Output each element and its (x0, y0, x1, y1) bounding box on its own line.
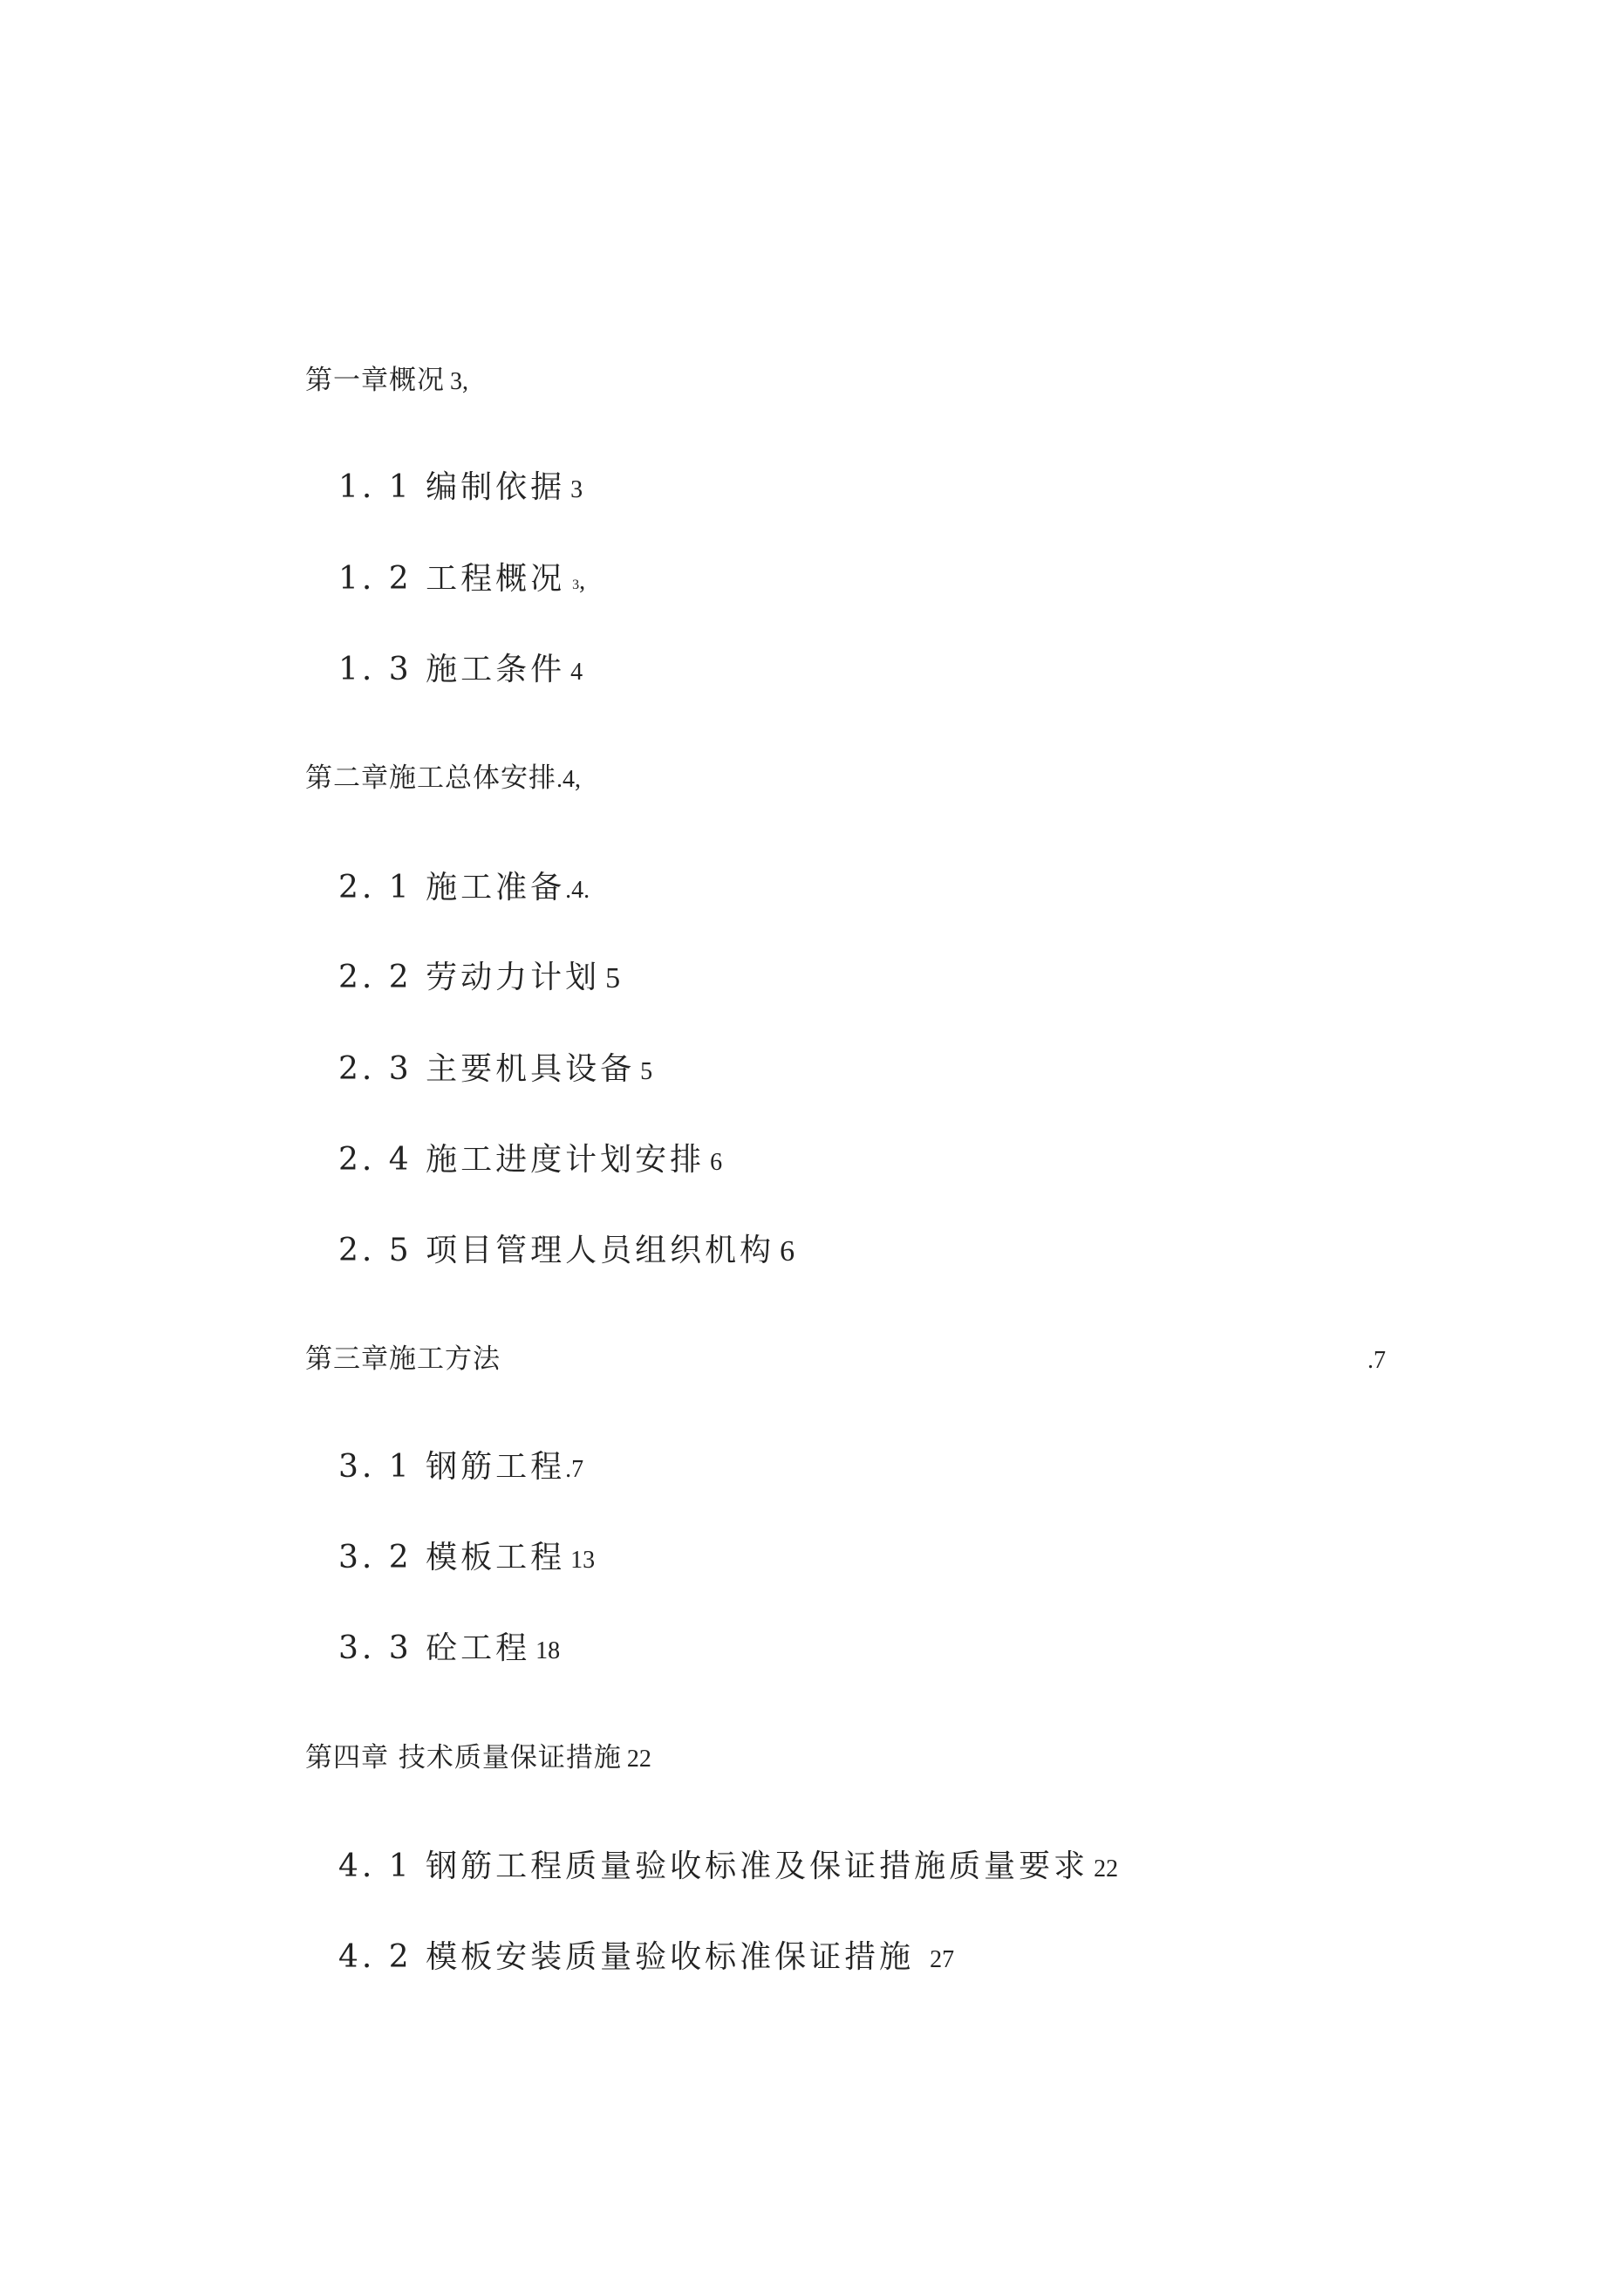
toc-entry-page: 6 (780, 1235, 795, 1268)
toc-entry-label: 2. 1 施工准备 (338, 870, 566, 905)
toc-entry-page: 13 (570, 1547, 596, 1574)
toc-entry-page: .7 (565, 1456, 584, 1483)
toc-entry-label: 2. 4 施工进度计划安排 (338, 1142, 706, 1178)
toc-entry-label: 2. 5 项目管理人员组织机构 (338, 1233, 775, 1268)
toc-chapter-2[interactable] (305, 762, 581, 794)
toc-entry-label: 3. 3 砼工程 (338, 1630, 531, 1666)
toc-section-2-2[interactable] (338, 962, 620, 994)
toc-entry-page: 5 (605, 962, 621, 994)
toc-entry-label: 3. 1 钢筋工程 (338, 1449, 566, 1485)
toc-entry-page: .4, (556, 766, 581, 793)
toc-section-2-5[interactable] (338, 1235, 794, 1267)
toc-entry-label: 第三章施工方法 (305, 1343, 501, 1375)
toc-entry-label: 第一章概况 (305, 365, 445, 396)
toc-entry-page: 6 (710, 1149, 723, 1176)
toc-chapter-1[interactable] (305, 367, 468, 394)
toc-section-1-3[interactable] (338, 654, 583, 686)
toc-section-3-2[interactable] (338, 1542, 595, 1574)
toc-chapter-3-page: .7 (1367, 1347, 1386, 1374)
toc-section-2-1[interactable] (338, 872, 590, 904)
toc-entry-label: 1. 1 编制依据 (338, 469, 566, 505)
toc-section-4-1[interactable] (338, 1848, 1119, 1884)
toc-entry-page: 3 (570, 476, 583, 503)
toc-chapter-3[interactable] (305, 1343, 501, 1375)
toc-entry-label: 4. 2 模板安装质量验收标准保证措施 (338, 1939, 915, 1975)
toc-entry-page: 22 (626, 1746, 651, 1773)
toc-entry-page: 22 (1094, 1855, 1119, 1883)
toc-entry-label: 2. 3 主要机具设备 (338, 1051, 636, 1087)
toc-entry-page: 5 (640, 1058, 653, 1085)
toc-section-3-1[interactable] (338, 1449, 584, 1485)
toc-entry-label: 2. 2 劳动力计划 (338, 960, 601, 995)
toc-entry-page-trail: , (579, 568, 586, 595)
toc-entry-page: 27 (930, 1946, 955, 1973)
toc-entry-label: 1. 2 工程概况 (338, 561, 566, 597)
toc-section-3-3[interactable] (338, 1630, 561, 1666)
toc-entry-page: .4. (565, 877, 590, 904)
toc-entry-label: 4. 1 钢筋工程质量验收标准及保证措施质量要求 (338, 1848, 1089, 1884)
toc-section-2-4[interactable] (338, 1142, 723, 1178)
toc-section-1-1[interactable] (338, 469, 583, 505)
toc-section-2-3[interactable] (338, 1051, 653, 1087)
toc-entry-label: 3. 2 模板工程 (338, 1540, 566, 1575)
toc-entry-label: 1. 3 施工条件 (338, 652, 566, 687)
toc-entry-page: 18 (535, 1637, 561, 1664)
toc-entry-page: 3 (572, 577, 580, 592)
toc-section-1-2[interactable] (338, 561, 586, 597)
toc-chapter-4[interactable] (305, 1742, 651, 1773)
toc-entry-page: 3, (450, 368, 468, 395)
toc-entry-page: 4 (570, 659, 583, 686)
toc-entry-label: 第二章施工总体安排 (305, 762, 556, 794)
toc-entry-label: 第四章 技术质量保证措施 (305, 1742, 622, 1773)
toc-section-4-2[interactable] (338, 1939, 955, 1975)
